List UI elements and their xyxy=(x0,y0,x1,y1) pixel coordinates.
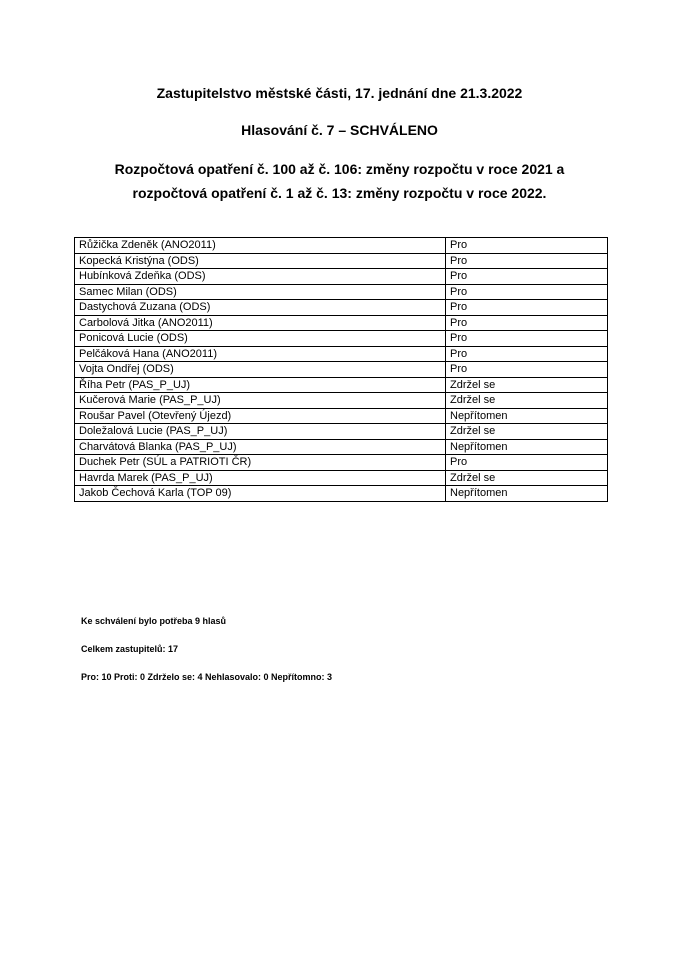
member-name-cell: Doležalová Lucie (PAS_P_UJ) xyxy=(75,424,446,440)
vote-cell: Zdržel se xyxy=(446,470,608,486)
vote-subject-line-2: rozpočtová opatření č. 1 až č. 13: změny rozpočtu v roce 2022. xyxy=(132,185,547,201)
table-row xyxy=(75,346,608,362)
member-name-cell: Kopecká Kristýna (ODS) xyxy=(75,253,446,269)
member-name-cell: Vojta Ondřej (ODS) xyxy=(75,362,446,378)
votes-table-body xyxy=(75,238,608,502)
vote-cell: Nepřítomen xyxy=(446,486,608,502)
vote-cell: Pro xyxy=(446,284,608,300)
vote-title: Hlasování č. 7 – SCHVÁLENO xyxy=(241,122,438,138)
member-name-cell: Carbolová Jitka (ANO2011) xyxy=(75,315,446,331)
vote-cell: Nepřítomen xyxy=(446,439,608,455)
vote-cell: Zdržel se xyxy=(446,424,608,440)
table-row xyxy=(75,377,608,393)
member-name-cell: Havrda Marek (PAS_P_UJ) xyxy=(75,470,446,486)
votes-table xyxy=(74,237,608,502)
table-row xyxy=(75,424,608,440)
vote-cell: Pro xyxy=(446,238,608,254)
table-row xyxy=(75,315,608,331)
table-row xyxy=(75,486,608,502)
vote-cell: Pro xyxy=(446,455,608,471)
vote-cell: Nepřítomen xyxy=(446,408,608,424)
vote-cell: Pro xyxy=(446,362,608,378)
table-row xyxy=(75,269,608,285)
table-row xyxy=(75,331,608,347)
vote-cell: Zdržel se xyxy=(446,393,608,409)
vote-subject xyxy=(0,157,679,205)
table-row xyxy=(75,362,608,378)
member-name-cell: Dastychová Zuzana (ODS) xyxy=(75,300,446,316)
summary-required-votes: Ke schválení bylo potřeba 9 hlasů xyxy=(81,616,227,626)
member-name-cell: Kučerová Marie (PAS_P_UJ) xyxy=(75,393,446,409)
member-name-cell: Říha Petr (PAS_P_UJ) xyxy=(75,377,446,393)
vote-cell: Pro xyxy=(446,315,608,331)
table-row xyxy=(75,284,608,300)
member-name-cell: Duchek Petr (SÚL a PATRIOTI ČR) xyxy=(75,455,446,471)
summary-total-members: Celkem zastupitelů: 17 xyxy=(81,644,179,654)
member-name-cell: Ponicová Lucie (ODS) xyxy=(75,331,446,347)
table-row xyxy=(75,238,608,254)
vote-cell: Pro xyxy=(446,346,608,362)
table-row xyxy=(75,253,608,269)
document-heading: Zastupitelstvo městské části, 17. jednání dne 21.3.2022 xyxy=(156,85,523,101)
member-name-cell: Charvátová Blanka (PAS_P_UJ) xyxy=(75,439,446,455)
table-row xyxy=(75,300,608,316)
vote-cell: Zdržel se xyxy=(446,377,608,393)
vote-cell: Pro xyxy=(446,253,608,269)
summary-results: Pro: 10 Proti: 0 Zdrželo se: 4 Nehlasovalo: 0 Nepřítomno: 3 xyxy=(81,672,333,682)
member-name-cell: Roušar Pavel (Otevřený Újezd) xyxy=(75,408,446,424)
table-row xyxy=(75,439,608,455)
table-row xyxy=(75,470,608,486)
vote-cell: Pro xyxy=(446,269,608,285)
member-name-cell: Jakob Čechová Karla (TOP 09) xyxy=(75,486,446,502)
vote-subject-line-1: Rozpočtová opatření č. 100 až č. 106: změny rozpočtu v roce 2021 a xyxy=(114,161,565,177)
table-row xyxy=(75,408,608,424)
vote-cell: Pro xyxy=(446,300,608,316)
member-name-cell: Samec Milan (ODS) xyxy=(75,284,446,300)
member-name-cell: Růžička Zdeněk (ANO2011) xyxy=(75,238,446,254)
member-name-cell: Hubínková Zdeňka (ODS) xyxy=(75,269,446,285)
member-name-cell: Pelčáková Hana (ANO2011) xyxy=(75,346,446,362)
table-row xyxy=(75,393,608,409)
vote-cell: Pro xyxy=(446,331,608,347)
table-row xyxy=(75,455,608,471)
